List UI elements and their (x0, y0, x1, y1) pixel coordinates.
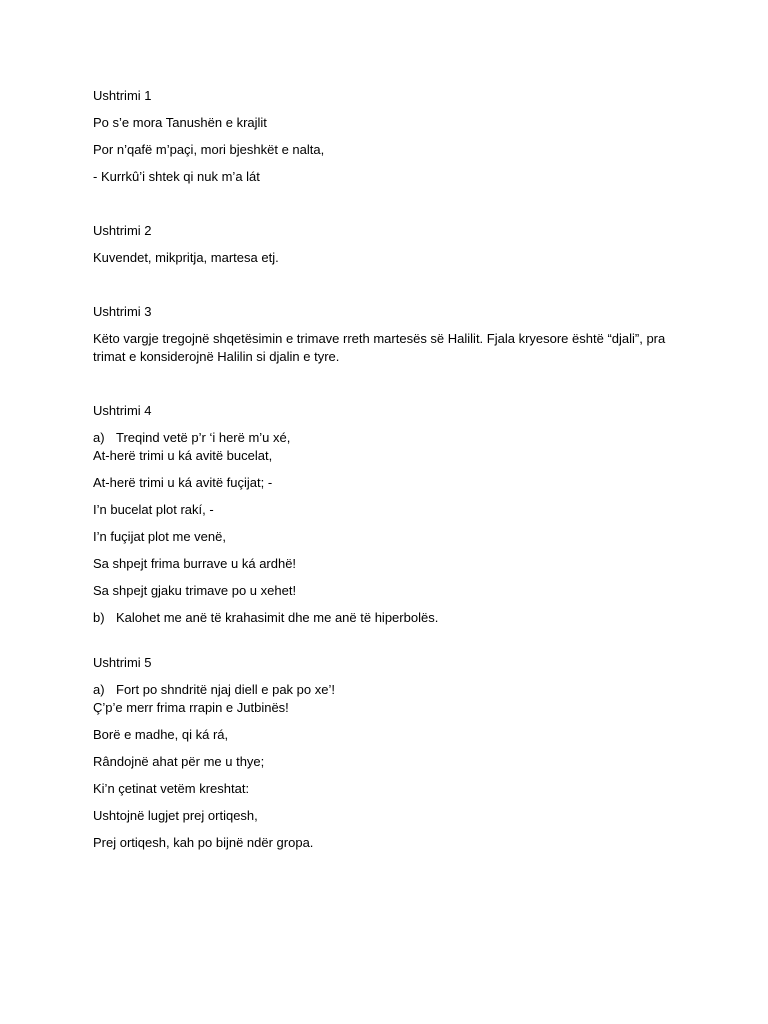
list-text: Treqind vetë p’r ‘i herë m’u xé, (116, 430, 291, 445)
text-line: Borë e madhe, qi ká rá, (93, 727, 229, 742)
list-label: b) (93, 610, 105, 625)
section-spacer (93, 276, 683, 303)
text-line: At-herë trimi u ká avitë bucelat, (93, 448, 273, 463)
list-label: a) (93, 682, 105, 697)
text-line: I’n fuçijat plot me venë, (93, 529, 226, 544)
list-item (93, 609, 683, 627)
list-item (93, 681, 683, 699)
text-line: Rândojnë ahat për me u thye; (93, 754, 265, 769)
text-line: Sa shpejt gjaku trimave po u xehet! (93, 583, 297, 598)
list-text: Kalohet me anë të krahasimit dhe me anë të hiperbolës. (116, 610, 439, 625)
list-text: Fort po shndritë njaj diell e pak po xe’! (116, 682, 335, 697)
section-heading: Ushtrimi 3 (93, 304, 152, 319)
section-spacer (93, 375, 683, 402)
text-line: Sa shpejt frima burrave u ká ardhë! (93, 556, 297, 571)
text-line: - Kurrkû’i shtek qi nuk m’a lát (93, 169, 260, 184)
text-line: Por n’qafë m’paçi, mori bjeshkët e nalta, (93, 142, 325, 157)
section-spacer (93, 627, 683, 654)
text-line: Kuvendet, mikpritja, martesa etj. (93, 250, 279, 265)
section-spacer (93, 195, 683, 222)
text-line: Ki’n çetinat vetëm kreshtat: (93, 781, 250, 796)
text-line: Po s’e mora Tanushën e krajlit (93, 115, 267, 130)
section-heading: Ushtrimi 5 (93, 655, 152, 670)
text-line: At-herë trimi u ká avitë fuçijat; - (93, 475, 273, 490)
paragraph: Këto vargje tregojnë shqetësimin e trimave rreth martesës së Halilit. Fjala kryesore është “djali”, pra trimat e konsiderojnë Halilin si djalin e tyre. (93, 331, 666, 364)
list-item (93, 429, 683, 447)
text-line: Ç’p’e merr frima rrapin e Jutbinës! (93, 700, 289, 715)
section-heading: Ushtrimi 4 (93, 403, 152, 418)
text-line: I’n bucelat plot rakí, - (93, 502, 214, 517)
document-body (93, 87, 683, 861)
text-line: Prej ortiqesh, kah po bijnë ndër gropa. (93, 835, 314, 850)
section-heading: Ushtrimi 1 (93, 88, 152, 103)
text-line: Ushtojnë lugjet prej ortiqesh, (93, 808, 258, 823)
section-heading: Ushtrimi 2 (93, 223, 152, 238)
list-label: a) (93, 430, 105, 445)
